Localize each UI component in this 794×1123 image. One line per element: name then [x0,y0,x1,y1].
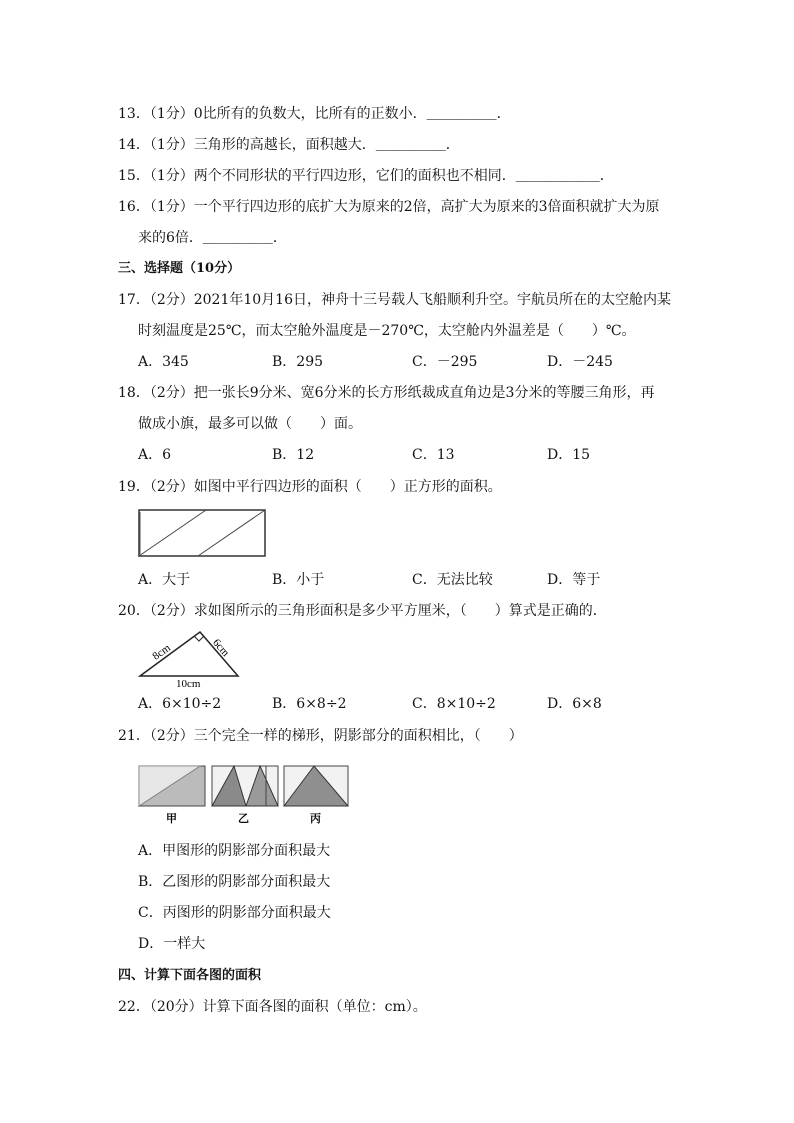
q19-option-c: C．无法比较 [412,572,493,588]
q20-figure-right-triangle [138,630,242,690]
question-18-line2: 做成小旗，最多可以做（ ）面。 [138,416,362,432]
q18-option-b: B．12 [272,447,315,463]
q17-option-a: A．345 [138,354,189,370]
question-20-line1: 20．（2分）求如图所示的三角形面积是多少平方厘米，（ ）算式是正确的． [118,603,607,619]
q18-option-d: D．15 [547,447,591,463]
question-13: 13．（1分）0比所有的负数大，比所有的正数小．＿＿＿＿＿． [118,106,511,122]
section-title-choice: 三、选择题（10分） [118,261,241,276]
section-title-area: 四、计算下面各图的面积 [118,968,262,983]
question-21-line1: 21．（2分）三个完全一样的梯形，阴影部分的面积相比，（ ） [118,728,523,744]
q20-label-8cm: 8cm [150,641,173,663]
q21-label-bing: 丙 [310,813,321,825]
q21-label-yi: 乙 [238,813,249,825]
q17-option-d: D．－245 [547,354,613,370]
question-18-line1: 18．（2分）把一张长9分米、宽6分米的长方形纸裁成直角边是3分米的等腰三角形，再 [118,385,655,401]
q19-option-b: B．小于 [272,572,325,588]
q20-option-c: C．8×10÷2 [412,696,496,712]
q20-option-b: B．6×8÷2 [272,696,347,712]
q20-option-a: A．6×10÷2 [138,696,222,712]
q19-figure-square-parallelogram [138,509,266,557]
q18-option-a: A．6 [138,447,172,463]
q21-option-d: D．一样大 [138,936,206,952]
question-15: 15．（1分）两个不同形状的平行四边形，它们的面积也不相同．＿＿＿＿＿＿． [118,168,614,184]
q17-option-b: B．295 [272,354,324,370]
q20-label-6cm: 6cm [210,636,232,660]
question-19-line1: 19．（2分）如图中平行四边形的面积（ ）正方形的面积。 [118,479,502,495]
q19-option-d: D．等于 [547,572,601,588]
q21-label-jia: 甲 [166,813,177,825]
q21-figure-trapezoids [138,760,350,826]
q19-option-a: A．大于 [138,572,191,588]
q20-option-d: D．6×8 [547,696,602,712]
q21-option-a: A．甲图形的阴影部分面积最大 [138,843,331,859]
question-16-line2: 来的6倍．＿＿＿＿＿． [138,230,287,246]
q17-option-c: C．－295 [412,354,478,370]
question-14: 14．（1分）三角形的高越长，面积越大．＿＿＿＿＿． [118,137,460,153]
question-17-line2: 时刻温度是25℃，而太空舱外温度是－270℃，太空舱内外温差是（ ）℃。 [138,323,636,339]
q20-label-10cm: 10cm [176,678,201,690]
q21-option-b: B．乙图形的阴影部分面积最大 [138,874,331,890]
q18-option-c: C．13 [412,447,455,463]
question-16-line1: 16．（1分）一个平行四边形的底扩大为原来的2倍，高扩大为原来的3倍面积就扩大为原 [118,199,660,215]
question-17-line1: 17．（2分）2021年10月16日，神舟十三号载人飞船顺利升空。宇航员所在的太空舱内某 [118,292,671,308]
question-22-line1: 22．（20分）计算下面各图的面积（单位：cm）。 [118,999,427,1015]
q21-option-c: C．丙图形的阴影部分面积最大 [138,905,331,921]
